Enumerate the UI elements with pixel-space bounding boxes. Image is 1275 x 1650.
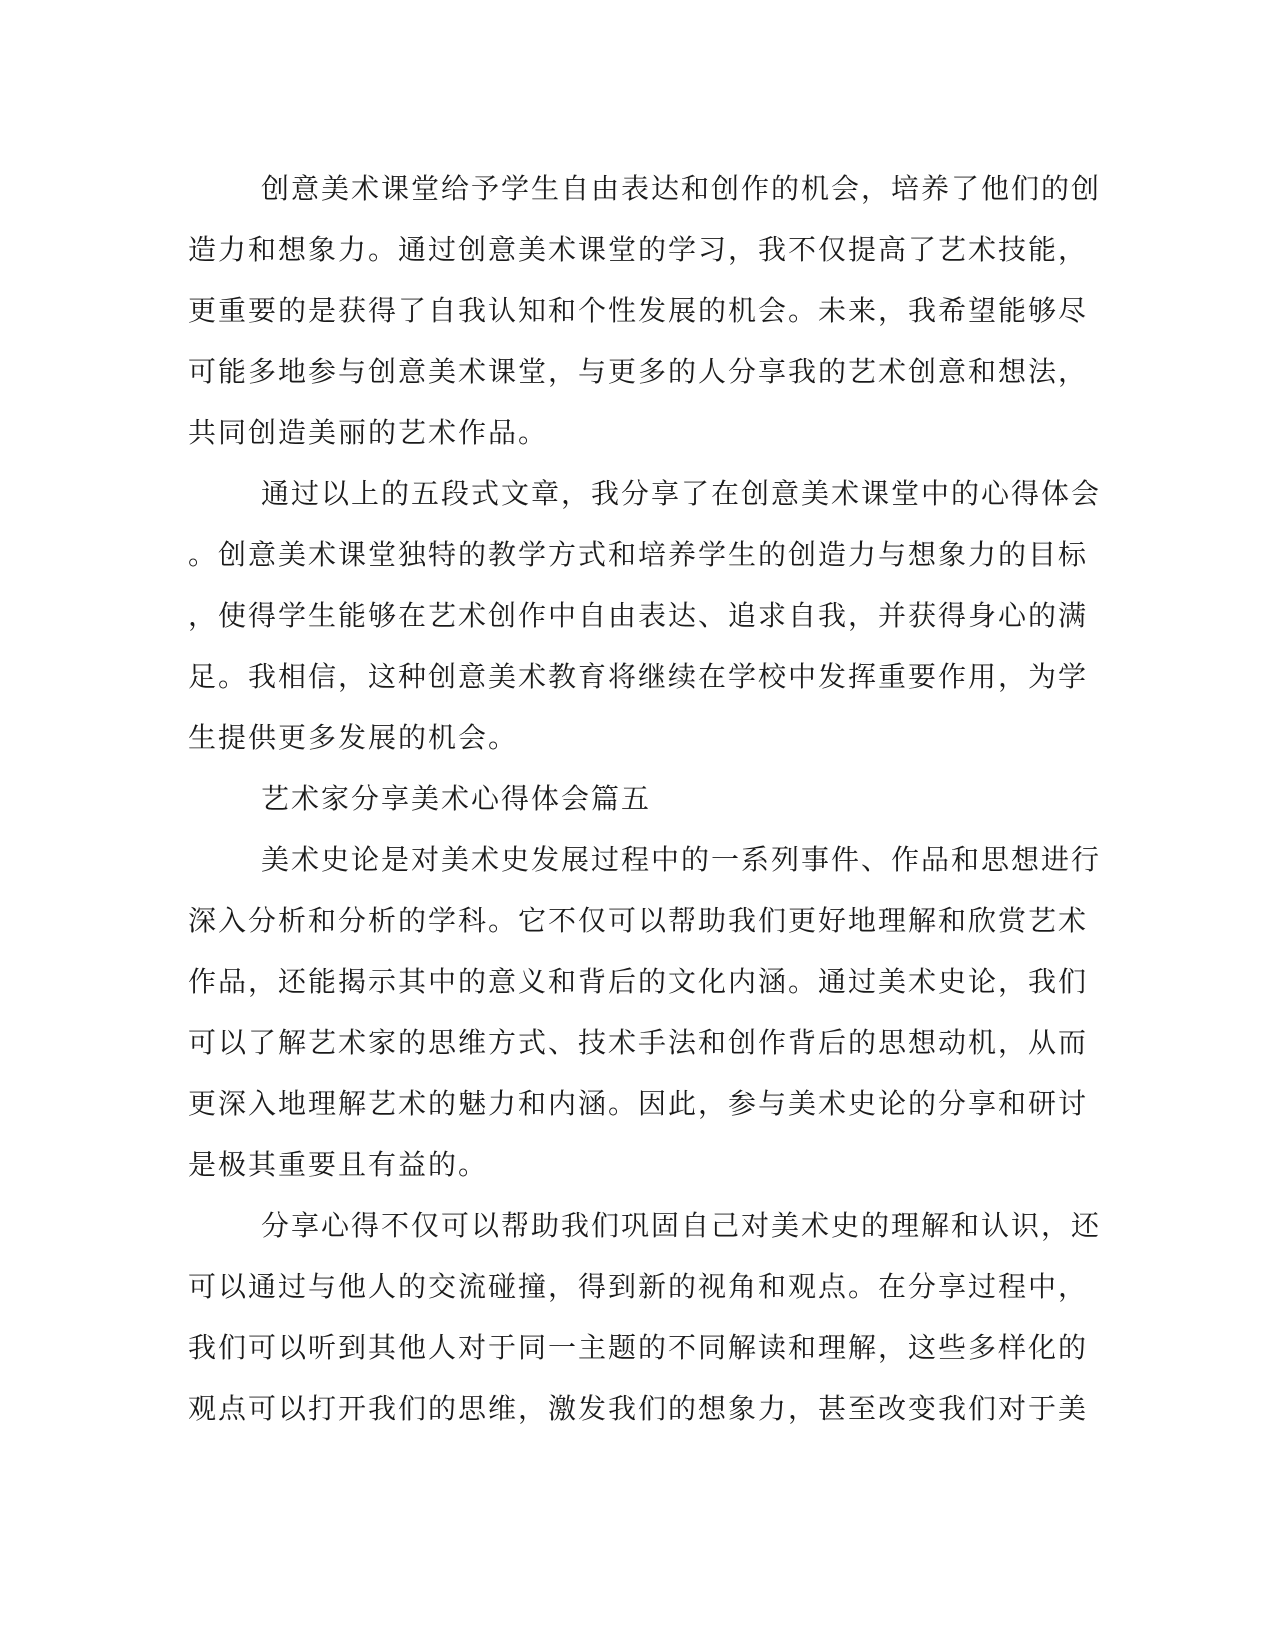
paragraph-4-line: 观点可以打开我们的思维，激发我们的想象力，甚至改变我们对于美 [188, 1392, 1089, 1425]
body-text [188, 158, 1102, 1439]
paragraph-1-line: 造力和想象力。通过创意美术课堂的学习，我不仅提高了艺术技能， [188, 233, 1089, 266]
paragraph-3-line: 可以了解艺术家的思维方式、技术手法和创作背后的思想动机，从而 [188, 1026, 1089, 1059]
paragraph-2-line: 足。我相信，这种创意美术教育将继续在学校中发挥重要作用，为学 [188, 660, 1089, 693]
paragraph-3-line: 美术史论是对美术史发展过程中的一系列事件、作品和思想进行 [261, 843, 1102, 876]
paragraph-3-line: 更深入地理解艺术的魅力和内涵。因此，参与美术史论的分享和研讨 [188, 1087, 1089, 1120]
section-heading: 艺术家分享美术心得体会篇五 [261, 782, 652, 815]
paragraph-2-line: 。创意美术课堂独特的教学方式和培养学生的创造力与想象力的目标 [188, 538, 1089, 571]
paragraph-2-line: 生提供更多发展的机会。 [188, 721, 519, 754]
paragraph-2-line: 通过以上的五段式文章，我分享了在创意美术课堂中的心得体会 [261, 477, 1102, 510]
paragraph-1-line: 创意美术课堂给予学生自由表达和创作的机会，培养了他们的创 [261, 172, 1102, 205]
paragraph-3-line: 作品，还能揭示其中的意义和背后的文化内涵。通过美术史论，我们 [188, 965, 1089, 998]
paragraph-1-line: 可能多地参与创意美术课堂，与更多的人分享我的艺术创意和想法， [188, 355, 1089, 388]
paragraph-4-line: 我们可以听到其他人对于同一主题的不同解读和理解，这些多样化的 [188, 1331, 1089, 1364]
paragraph-1-line: 共同创造美丽的艺术作品。 [188, 416, 549, 449]
paragraph-2-line: ，使得学生能够在艺术创作中自由表达、追求自我，并获得身心的满 [188, 599, 1089, 632]
paragraph-3-line: 深入分析和分析的学科。它不仅可以帮助我们更好地理解和欣赏艺术 [188, 904, 1089, 937]
paragraph-1-line: 更重要的是获得了自我认知和个性发展的机会。未来，我希望能够尽 [188, 294, 1089, 327]
paragraph-4-line: 分享心得不仅可以帮助我们巩固自己对美术史的理解和认识，还 [261, 1209, 1102, 1242]
paragraph-4-line: 可以通过与他人的交流碰撞，得到新的视角和观点。在分享过程中， [188, 1270, 1089, 1303]
paragraph-3-line: 是极其重要且有益的。 [188, 1148, 489, 1181]
